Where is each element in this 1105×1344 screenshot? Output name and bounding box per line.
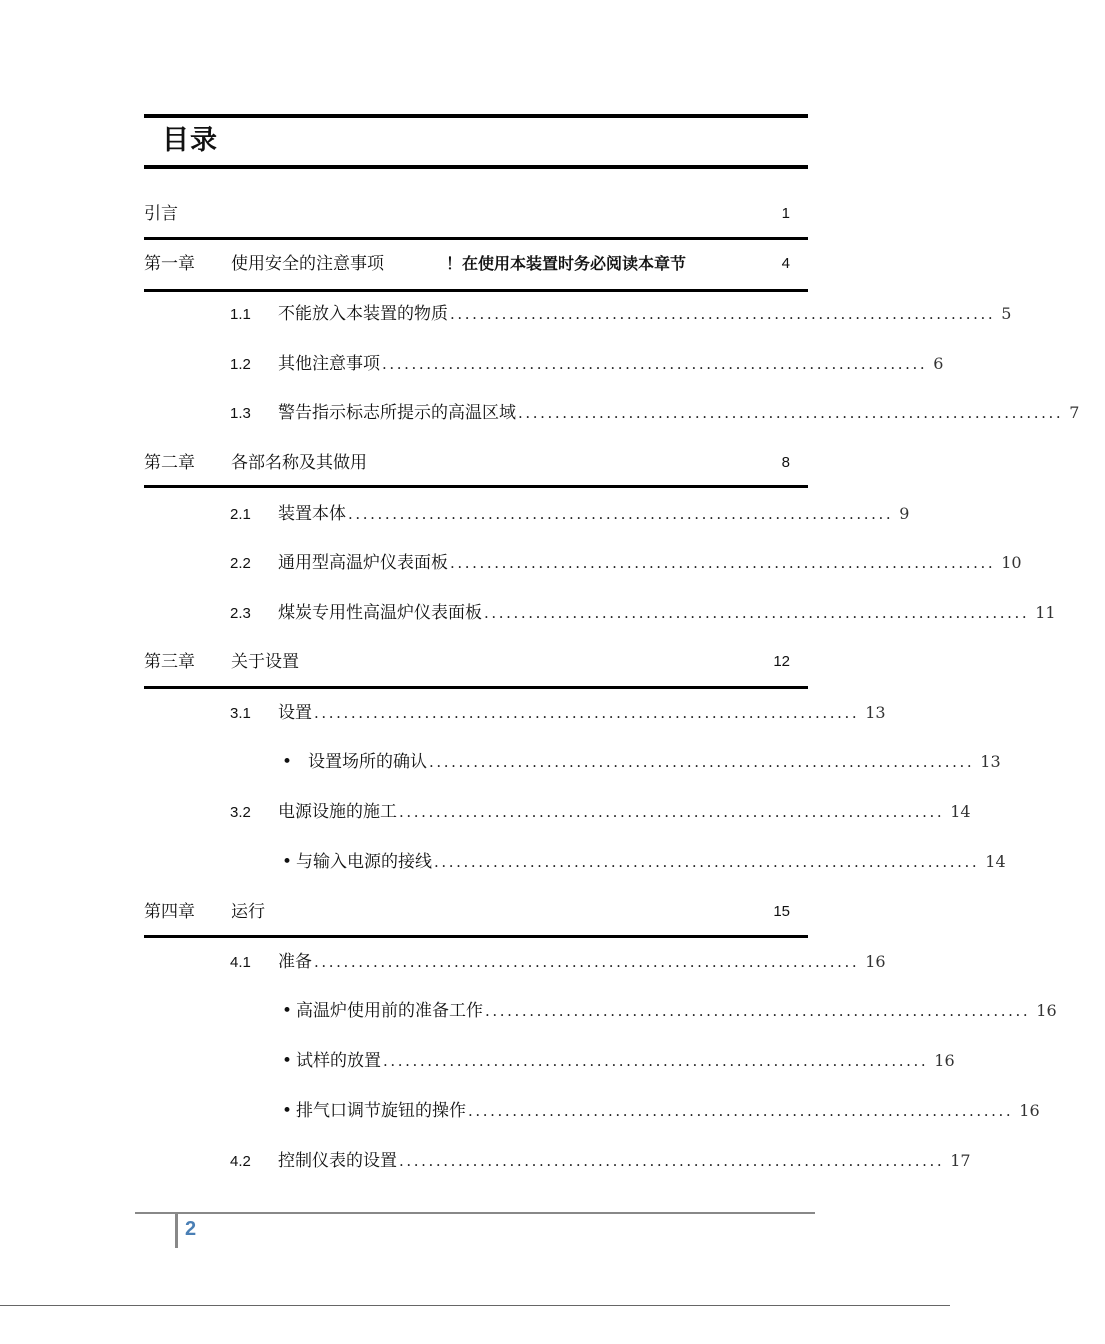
dot-leader: .......................................................................... [348, 505, 894, 523]
entry-title: 设置场所的确认 [308, 752, 428, 772]
entry-number: 4.2 [230, 1153, 251, 1170]
dot-leader: .......................................................................... [314, 704, 860, 722]
entry-page: 14 [985, 852, 1006, 871]
entry-title: 准备 [278, 952, 312, 972]
entry-page: 14 [950, 802, 971, 821]
chapter-row-1[interactable] [144, 251, 808, 277]
toc-entry[interactable] [230, 700, 886, 726]
footer-page-number: 2 [185, 1218, 197, 1240]
entry-number: 2.2 [230, 555, 251, 572]
toc-entry[interactable] [230, 400, 1080, 426]
chapter-rule [144, 935, 808, 938]
toc-entry[interactable] [230, 351, 944, 377]
bullet-icon: • [282, 752, 293, 772]
dot-leader: .......................................................................... [399, 1152, 945, 1170]
chapter-rule [144, 289, 808, 292]
entry-title: 装置本体 [278, 504, 346, 524]
entry-title: 煤炭专用性高温炉仪表面板 [278, 603, 482, 623]
dot-leader: .......................................................................... [383, 1052, 929, 1070]
chapter-rule [144, 237, 808, 240]
chapter-row-2[interactable] [144, 450, 808, 476]
chapter-title: 关于设置 [231, 652, 299, 672]
bullet-icon: • [282, 1051, 293, 1071]
entry-page: 16 [865, 952, 886, 971]
entry-page: 6 [933, 354, 944, 373]
chapter-warning-note: ！在使用本装置时务必阅读本章节 [446, 254, 687, 273]
dot-leader: .......................................................................... [484, 604, 1030, 622]
entry-page: 13 [980, 752, 1001, 771]
footer-rule [135, 1212, 815, 1214]
dot-leader: .......................................................................... [314, 953, 860, 971]
chapter-page: 12 [773, 653, 790, 670]
entry-number: 3.1 [230, 705, 251, 722]
chapter-row-4[interactable] [144, 899, 808, 925]
dot-leader: .......................................................................... [399, 803, 945, 821]
chapter-label: 第四章 [144, 902, 195, 922]
chapter-label: 第二章 [144, 453, 195, 473]
entry-title: 不能放入本装置的物质 [278, 304, 448, 324]
entry-title: 试样的放置 [296, 1051, 382, 1071]
dot-leader: .......................................................................... [429, 753, 975, 771]
toc-entry[interactable] [230, 1148, 971, 1174]
entry-title: 警告指示标志所提示的高温区域 [278, 403, 516, 423]
entry-title: 高温炉使用前的准备工作 [296, 1001, 484, 1021]
entry-title: 通用型高温炉仪表面板 [278, 553, 448, 573]
chapter-page: 4 [781, 255, 790, 272]
title-top-rule [144, 114, 808, 118]
toc-subentry[interactable] [282, 749, 1001, 775]
intro-page: 1 [781, 205, 790, 222]
chapter-page: 15 [773, 903, 790, 920]
dot-leader: .......................................................................... [485, 1002, 1031, 1020]
dot-leader: .......................................................................... [450, 554, 996, 572]
toc-entry[interactable] [230, 600, 1056, 626]
toc-entry[interactable] [230, 501, 910, 527]
toc-subentry[interactable] [282, 849, 1006, 875]
entry-number: 2.3 [230, 605, 251, 622]
dot-leader: .......................................................................... [434, 853, 980, 871]
bullet-icon: • [282, 1101, 293, 1121]
toc-entry[interactable] [230, 799, 971, 825]
toc-entry[interactable] [230, 301, 1012, 327]
entry-number: 3.2 [230, 804, 251, 821]
toc-entry[interactable] [230, 949, 886, 975]
entry-number: 4.1 [230, 954, 251, 971]
toc-subentry[interactable] [282, 998, 1057, 1024]
entry-page: 16 [934, 1051, 955, 1070]
dot-leader: .......................................................................... [382, 355, 928, 373]
bullet-icon: • [282, 852, 293, 872]
entry-number: 2.1 [230, 506, 251, 523]
toc-intro-row[interactable] [144, 201, 808, 227]
title-bottom-rule [144, 165, 808, 169]
entry-number: 1.3 [230, 405, 251, 422]
chapter-rule [144, 686, 808, 689]
entry-title: 排气口调节旋钮的操作 [296, 1101, 467, 1121]
chapter-label: 第三章 [144, 652, 195, 672]
toc-entry[interactable] [230, 550, 1022, 576]
entry-title: 其他注意事项 [278, 354, 380, 374]
bullet-icon: • [282, 1001, 293, 1021]
entry-page: 7 [1069, 403, 1080, 422]
toc-subentry[interactable] [282, 1048, 955, 1074]
toc-subentry[interactable] [282, 1098, 1040, 1124]
chapter-rule [144, 485, 808, 488]
entry-title: 设置 [278, 703, 312, 723]
chapter-title: 运行 [231, 902, 265, 922]
entry-title: 控制仪表的设置 [278, 1151, 397, 1171]
entry-page: 11 [1035, 603, 1056, 622]
entry-page: 13 [865, 703, 886, 722]
entry-number: 1.1 [230, 306, 251, 323]
chapter-row-3[interactable] [144, 649, 808, 675]
entry-number: 1.2 [230, 356, 251, 373]
dot-leader: .......................................................................... [518, 404, 1064, 422]
intro-label: 引言 [144, 204, 178, 224]
chapter-title: 各部名称及其做用 [231, 453, 367, 473]
page-edge [0, 1305, 950, 1306]
toc-title: 目录 [162, 125, 218, 156]
entry-page: 9 [899, 504, 910, 523]
dot-leader: .......................................................................... [450, 305, 996, 323]
chapter-label: 第一章 [144, 254, 195, 274]
entry-page: 16 [1019, 1101, 1040, 1120]
footer-divider [175, 1214, 178, 1248]
chapter-page: 8 [781, 454, 790, 471]
dot-leader: .......................................................................... [468, 1102, 1014, 1120]
chapter-title: 使用安全的注意事项 [231, 254, 384, 274]
entry-page: 16 [1036, 1001, 1057, 1020]
entry-page: 5 [1001, 304, 1012, 323]
entry-title: 电源设施的施工 [278, 802, 397, 822]
entry-page: 10 [1001, 553, 1022, 572]
entry-page: 17 [950, 1151, 971, 1170]
entry-title: 与输入电源的接线 [296, 852, 433, 872]
